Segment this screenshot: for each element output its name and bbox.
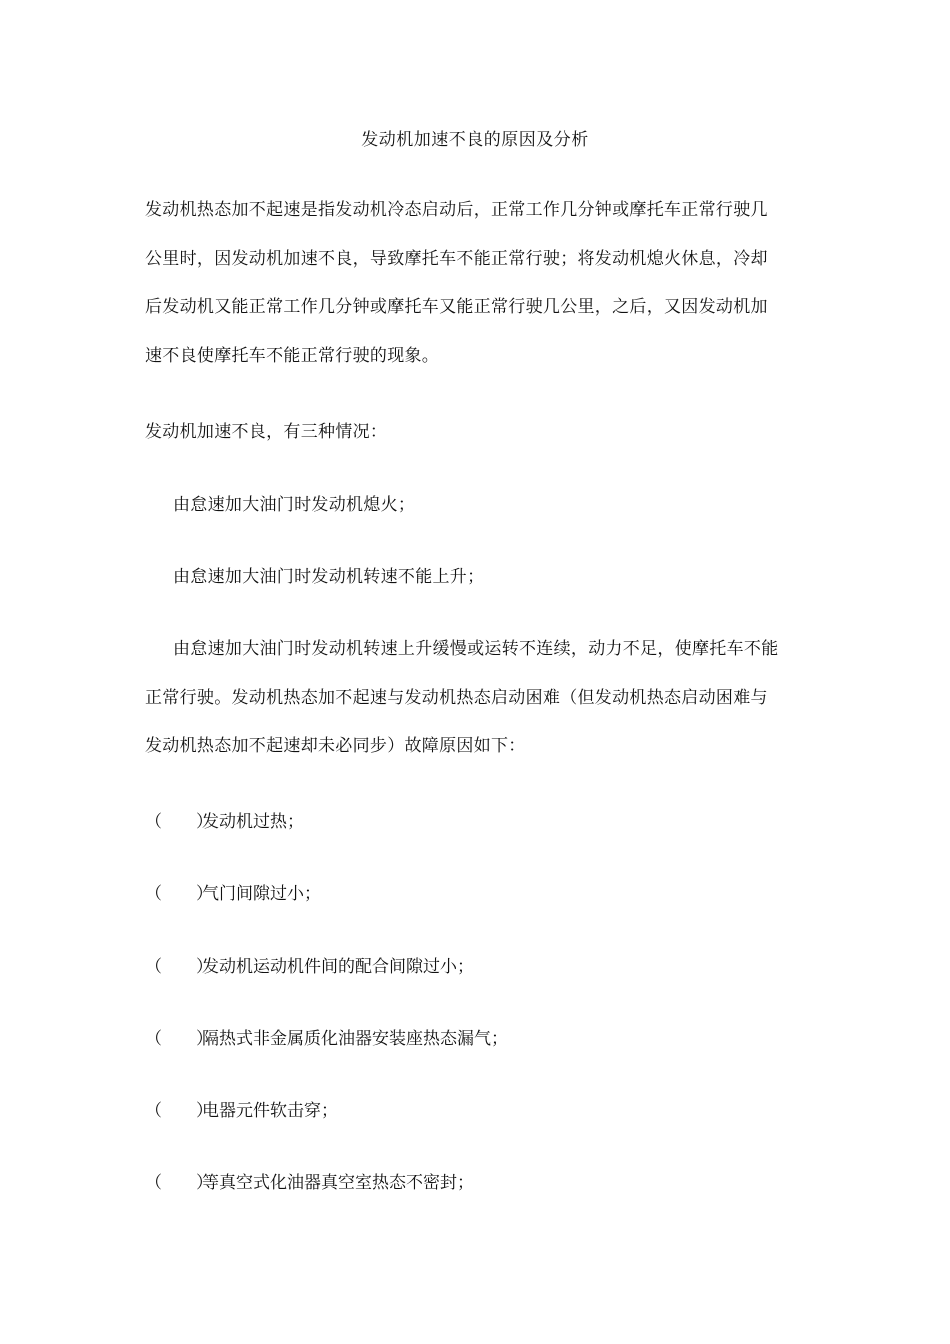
paragraph-definition <box>145 186 810 380</box>
document-title: 发动机加速不良的原因及分析 <box>361 130 589 150</box>
paragraph-three-cases <box>145 408 810 457</box>
cause-number-placeholder: （ ） <box>145 957 213 977</box>
cause-item <box>145 882 810 906</box>
cause-text: 隔热式非金属质化油器安装座热态漏气； <box>202 1029 508 1049</box>
cause-text: 等真空式化油器真空室热态不密封； <box>202 1173 474 1193</box>
case-item-1 <box>145 481 810 530</box>
cause-item <box>145 1099 810 1123</box>
cause-text: 发动机过热； <box>202 812 304 832</box>
paragraph-line: 由怠速加大油门时发动机转速上升缓慢或运转不连续，动力不足，使摩托车不能 <box>173 639 779 659</box>
paragraph-line: 后发动机又能正常工作几分钟或摩托车又能正常行驶几公里，之后，又因发动机加 <box>145 297 768 317</box>
cause-text: 发动机运动机件间的配合间隙过小； <box>202 957 474 977</box>
cause-number-placeholder: （ ） <box>145 884 213 904</box>
cause-item <box>145 810 810 834</box>
cause-number-placeholder: （ ） <box>145 1173 213 1193</box>
cause-item <box>145 1171 810 1195</box>
paragraph-line: 发动机加速不良，有三种情况： <box>145 422 388 442</box>
paragraph-line: 速不良使摩托车不能正常行驶的现象。 <box>145 345 440 366</box>
cause-number-placeholder: （ ） <box>145 1101 213 1121</box>
cause-item <box>145 955 810 979</box>
paragraph-line: 发动机热态加不起速却未必同步）故障原因如下： <box>145 736 526 756</box>
case-text: 由怠速加大油门时发动机转速不能上升； <box>173 567 485 587</box>
cause-number-placeholder: （ ） <box>145 1029 213 1049</box>
paragraph-line: 发动机热态加不起速是指发动机冷态启动后，正常工作几分钟或摩托车正常行驶几 <box>145 200 768 220</box>
case-text: 由怠速加大油门时发动机熄火； <box>173 495 416 515</box>
cause-text: 电器元件软击穿； <box>202 1101 338 1121</box>
cause-item <box>145 1027 810 1051</box>
paragraph-line: 正常行驶。发动机热态加不起速与发动机热态启动困难（但发动机热态启动困难与 <box>145 687 768 708</box>
cause-text: 气门间隙过小； <box>202 884 321 904</box>
cause-number-placeholder: （ ） <box>145 812 213 832</box>
case-item-3 <box>145 625 810 771</box>
case-item-2 <box>145 553 810 602</box>
paragraph-line: 公里时，因发动机加速不良，导致摩托车不能正常行驶；将发动机熄火休息，冷却 <box>145 248 768 269</box>
